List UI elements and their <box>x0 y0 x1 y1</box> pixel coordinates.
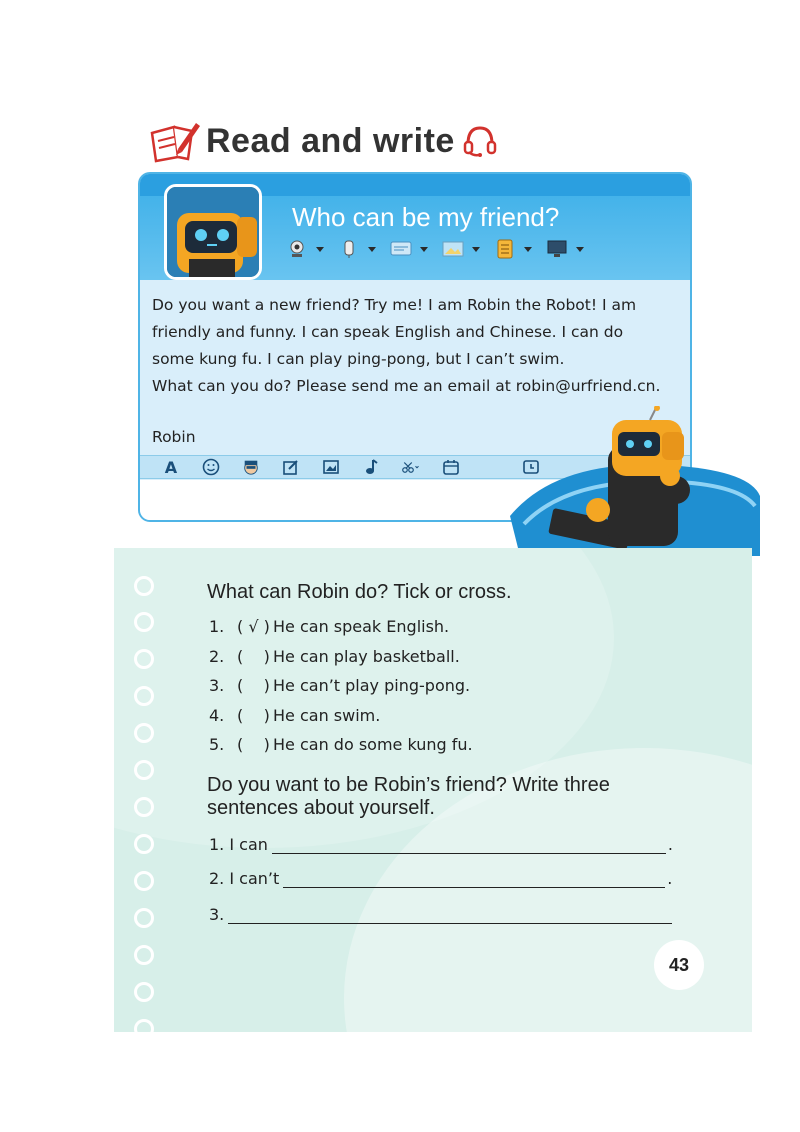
chevron-down-icon[interactable] <box>420 247 428 252</box>
notebook-ring <box>134 871 154 891</box>
list-item <box>209 612 473 642</box>
item-text: He can’t play ping-pong. <box>273 676 471 695</box>
item-number: 1. <box>209 617 225 636</box>
chevron-down-icon[interactable] <box>316 247 324 252</box>
notebook-ring <box>134 945 154 965</box>
chat-icon[interactable] <box>390 238 412 260</box>
robot-face-icon <box>167 187 262 280</box>
email-body-line: Do you want a new friend? Try me! I am Robin the Robot! I am <box>152 296 637 314</box>
notebook-ring <box>134 686 154 706</box>
email-body-line: What can you do? Please send me an email at robin@urfriend.cn. <box>152 377 661 395</box>
microphone-icon[interactable] <box>338 238 360 260</box>
list-item <box>209 701 473 731</box>
robot-avatar <box>164 184 262 280</box>
robot-typing-illustration <box>500 406 760 556</box>
email-subject: Who can be my friend? <box>292 202 560 232</box>
notebook-ring <box>134 908 154 928</box>
notebook-ring <box>134 834 154 854</box>
font-icon[interactable]: A <box>164 457 178 477</box>
line-suffix: . <box>667 869 673 888</box>
chevron-down-icon[interactable] <box>576 247 584 252</box>
notebook-ring <box>134 649 154 669</box>
section-title: Read and write <box>206 121 455 160</box>
edit-icon[interactable] <box>282 458 300 476</box>
email-body-line: friendly and funny. I can speak English and Chinese. I can do <box>152 323 624 341</box>
line-prefix: 2. I can’t <box>209 869 280 888</box>
image-icon[interactable] <box>442 238 464 260</box>
writing-line <box>209 864 672 888</box>
writing-line <box>209 900 674 924</box>
list-item <box>209 642 473 672</box>
item-text: He can play basketball. <box>273 646 460 666</box>
notebook-ring <box>134 982 154 1002</box>
chevron-down-icon[interactable] <box>368 247 376 252</box>
item-number: 4. <box>209 705 225 725</box>
item-text: He can swim. <box>273 705 381 725</box>
pencil-notebook-icon <box>148 119 200 163</box>
answer-box[interactable]: ( ) <box>237 735 270 754</box>
answer-box[interactable]: ( ) <box>237 676 270 695</box>
notebook-ring <box>134 760 154 780</box>
answer-box[interactable]: ( ) <box>237 646 270 666</box>
exercise1-title: What can Robin do? Tick or cross. <box>207 581 512 603</box>
list-item <box>209 730 473 760</box>
section-header <box>148 116 568 166</box>
music-icon[interactable] <box>362 458 380 476</box>
monitor-icon[interactable] <box>546 238 568 260</box>
answer-blank[interactable] <box>272 838 666 854</box>
email-body-line: some kung fu. I can play ping-pong, but I can’t swim. <box>152 350 565 368</box>
notebook-ring <box>134 1019 154 1039</box>
list-item <box>209 671 473 701</box>
calendar-icon[interactable] <box>442 458 460 476</box>
item-text: He can do some kung fu. <box>273 735 473 754</box>
item-text: He can speak English. <box>273 617 450 636</box>
email-top-toolbar <box>286 238 590 260</box>
page-number: 43 <box>654 940 704 990</box>
writing-line <box>209 830 673 854</box>
answer-blank[interactable] <box>283 872 665 888</box>
scissors-icon[interactable] <box>402 458 420 476</box>
chevron-down-icon[interactable] <box>472 247 480 252</box>
answer-box[interactable]: ( ) <box>237 705 270 725</box>
notepad-icon[interactable] <box>494 238 516 260</box>
item-number: 2. <box>209 646 225 666</box>
notebook-ring <box>134 576 154 596</box>
headset-icon <box>463 124 497 158</box>
email-body <box>152 292 682 400</box>
answer-blank[interactable] <box>228 908 672 924</box>
exercise2-title: Do you want to be Robin’s friend? Write three sentences about yourself. <box>207 774 610 819</box>
notebook-rings <box>130 572 162 1032</box>
item-number: 3. <box>209 676 225 695</box>
picture-icon[interactable] <box>322 458 340 476</box>
notebook-ring <box>134 723 154 743</box>
line-prefix: 1. I can <box>209 835 268 854</box>
face-icon[interactable] <box>242 458 260 476</box>
item-number: 5. <box>209 735 225 754</box>
webcam-icon[interactable] <box>286 238 308 260</box>
answer-box[interactable]: ( √ ) <box>237 617 270 636</box>
line-prefix: 3. <box>209 905 225 924</box>
chevron-down-icon[interactable] <box>524 247 532 252</box>
exercise1-list <box>209 612 473 760</box>
notebook-ring <box>134 797 154 817</box>
email-signature: Robin <box>152 428 196 446</box>
smiley-icon[interactable] <box>202 458 220 476</box>
line-suffix: . <box>667 835 673 854</box>
notebook-ring <box>134 612 154 632</box>
